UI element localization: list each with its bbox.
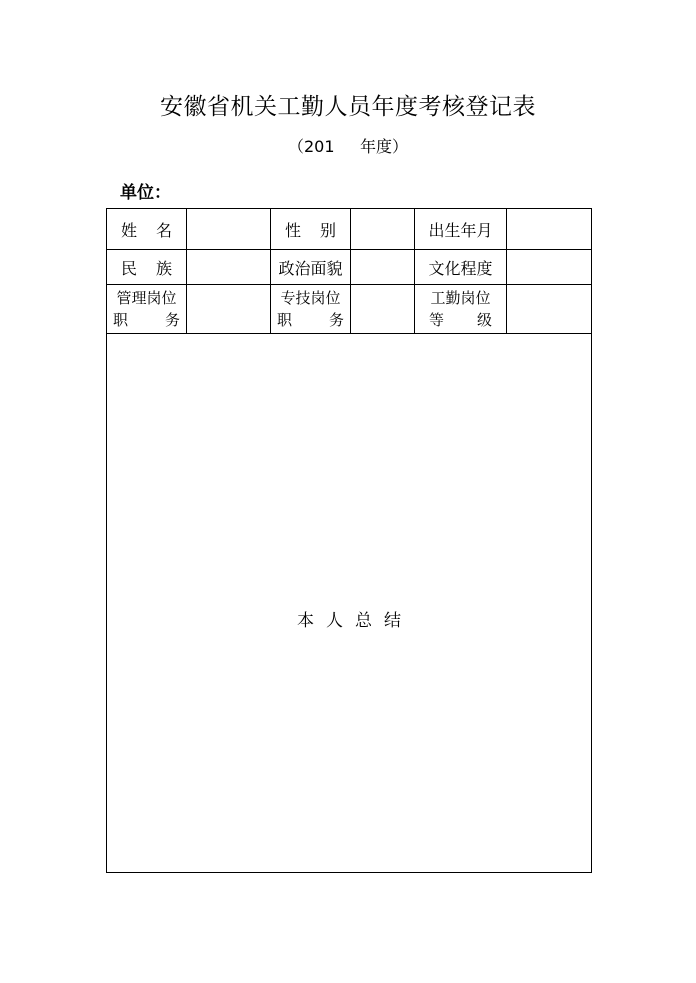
name-label-char-1: 姓 — [121, 220, 138, 240]
gender-value-cell[interactable] — [351, 209, 415, 250]
form-row-basic-2 — [107, 250, 592, 285]
tech-position-value-cell[interactable] — [351, 285, 415, 334]
tech-position-label-line1: 专技岗位 — [280, 289, 341, 307]
name-label-cell — [107, 209, 187, 250]
form-title: 安徽省机关工勤人员年度考核登记表 — [160, 94, 536, 120]
birth-label-cell: 出生年月 — [415, 209, 507, 250]
mgmt-position-label-char-2: 务 — [164, 311, 180, 329]
ethnicity-label-char-2: 族 — [155, 258, 172, 278]
mgmt-position-label-cell — [107, 285, 187, 334]
worker-position-value-cell[interactable] — [507, 285, 592, 334]
summary-cell[interactable] — [107, 334, 592, 873]
worker-position-label-char-2: 级 — [476, 311, 492, 329]
form-row-summary — [107, 334, 592, 873]
mgmt-position-label-char-1: 职 — [113, 311, 129, 329]
worker-position-label-cell — [415, 285, 507, 334]
year-line: （201 年度） — [288, 137, 408, 156]
political-value-cell[interactable] — [351, 250, 415, 285]
tech-position-label-cell — [271, 285, 351, 334]
worker-position-label-char-1: 等 — [429, 311, 445, 329]
form-row-basic-1 — [107, 209, 592, 250]
summary-title: 本人总结 — [297, 610, 413, 631]
gender-label-cell — [271, 209, 351, 250]
ethnicity-value-cell[interactable] — [187, 250, 271, 285]
tech-position-label-char-2: 务 — [328, 311, 344, 329]
birth-value-cell[interactable] — [507, 209, 592, 250]
ethnicity-label-char-1: 民 — [121, 258, 138, 278]
name-label-char-2: 名 — [155, 220, 172, 240]
mgmt-position-value-cell[interactable] — [187, 285, 271, 334]
political-label-cell: 政治面貌 — [271, 250, 351, 285]
unit-label: 单位： — [120, 183, 171, 203]
form-row-position — [107, 285, 592, 334]
education-value-cell[interactable] — [507, 250, 592, 285]
worker-position-label-line1: 工勤岗位 — [430, 289, 491, 307]
gender-label-char-2: 别 — [319, 220, 336, 240]
registration-form-table — [106, 208, 592, 873]
ethnicity-label-cell — [107, 250, 187, 285]
name-value-cell[interactable] — [187, 209, 271, 250]
mgmt-position-label-line1: 管理岗位 — [116, 289, 177, 307]
education-label-cell: 文化程度 — [415, 250, 507, 285]
tech-position-label-char-1: 职 — [277, 311, 293, 329]
gender-label-char-1: 性 — [285, 220, 302, 240]
